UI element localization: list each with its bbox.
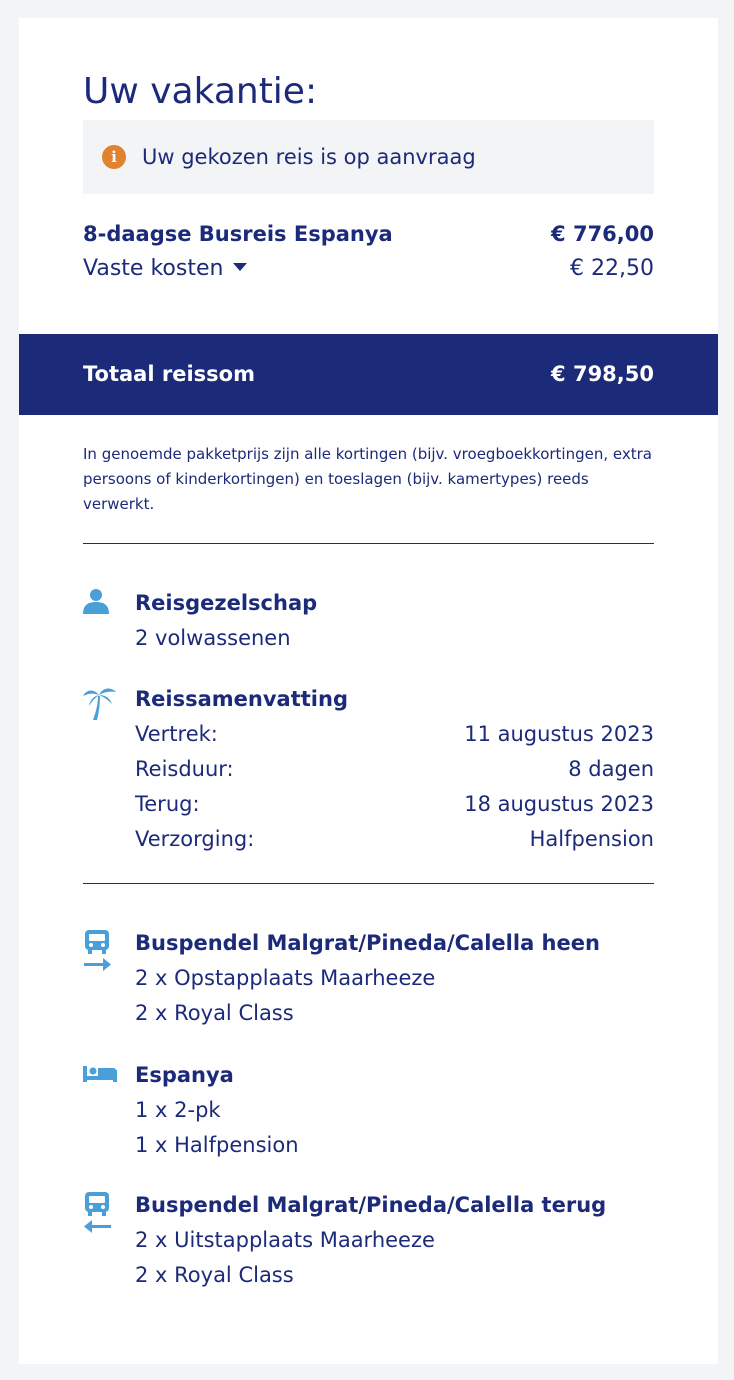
item-title: Buspendel Malgrat/Pineda/Calella terug (135, 1193, 607, 1217)
item-line: 2 x Royal Class (135, 1001, 294, 1025)
item-title: Espanya (135, 1063, 234, 1087)
item-line: 1 x Halfpension (135, 1133, 299, 1157)
fixed-costs-price: € 22,50 (570, 256, 654, 281)
divider (83, 543, 654, 544)
item-title: Buspendel Malgrat/Pineda/Calella heen (135, 931, 600, 955)
bed-icon (83, 1060, 113, 1100)
total-bar (19, 334, 718, 415)
total-label: Totaal reissom (83, 362, 255, 386)
trip-price-row (83, 222, 654, 246)
person-icon (83, 588, 113, 628)
party-title: Reisgezelschap (135, 591, 318, 615)
summary-label: Reisduur: (135, 757, 234, 781)
summary-value: Halfpension (529, 827, 654, 851)
on-request-notice (83, 120, 654, 194)
item-line: 2 x Royal Class (135, 1263, 294, 1287)
summary-value: 8 dagen (568, 757, 654, 781)
summary-row-duration (135, 752, 654, 787)
trip-label: 8-daagse Busreis Espanya (83, 222, 393, 246)
palm-tree-icon (83, 684, 113, 724)
summary-value: 11 augustus 2023 (464, 722, 654, 746)
page-title: Uw vakantie: (83, 71, 318, 112)
summary-row-departure (135, 717, 654, 752)
price-disclaimer: In genoemde pakketprijs zijn alle kortingen (bijv. vroegboekkortingen, extra persoons of kinderkortingen) en toeslagen (bijv. kamertypes) reeds verwerkt. (83, 445, 652, 513)
summary-row-return (135, 787, 654, 822)
item-line: 2 x Opstapplaats Maarheeze (135, 966, 436, 990)
item-line: 1 x 2-pk (135, 1098, 221, 1122)
summary-value: 18 augustus 2023 (464, 792, 654, 816)
item-line: 2 x Uitstapplaats Maarheeze (135, 1228, 435, 1252)
vacation-summary-card (19, 18, 718, 1364)
fixed-costs-label: Vaste kosten (83, 256, 224, 281)
summary-label: Vertrek: (135, 722, 218, 746)
fixed-costs-row (83, 256, 654, 281)
divider (83, 883, 654, 884)
summary-title: Reissamenvatting (135, 687, 348, 711)
bus-return-icon (83, 1190, 113, 1230)
trip-price: € 776,00 (551, 222, 654, 246)
total-price: € 798,50 (551, 362, 654, 386)
info-icon: i (102, 145, 126, 169)
fixed-costs-toggle[interactable] (83, 256, 247, 281)
summary-label: Terug: (135, 792, 200, 816)
summary-label: Verzorging: (135, 827, 255, 851)
chevron-down-icon (233, 263, 247, 271)
party-value: 2 volwassenen (135, 626, 291, 650)
bus-outbound-icon (83, 928, 113, 968)
notice-text: Uw gekozen reis is op aanvraag (142, 145, 476, 169)
summary-row-board (135, 822, 654, 857)
